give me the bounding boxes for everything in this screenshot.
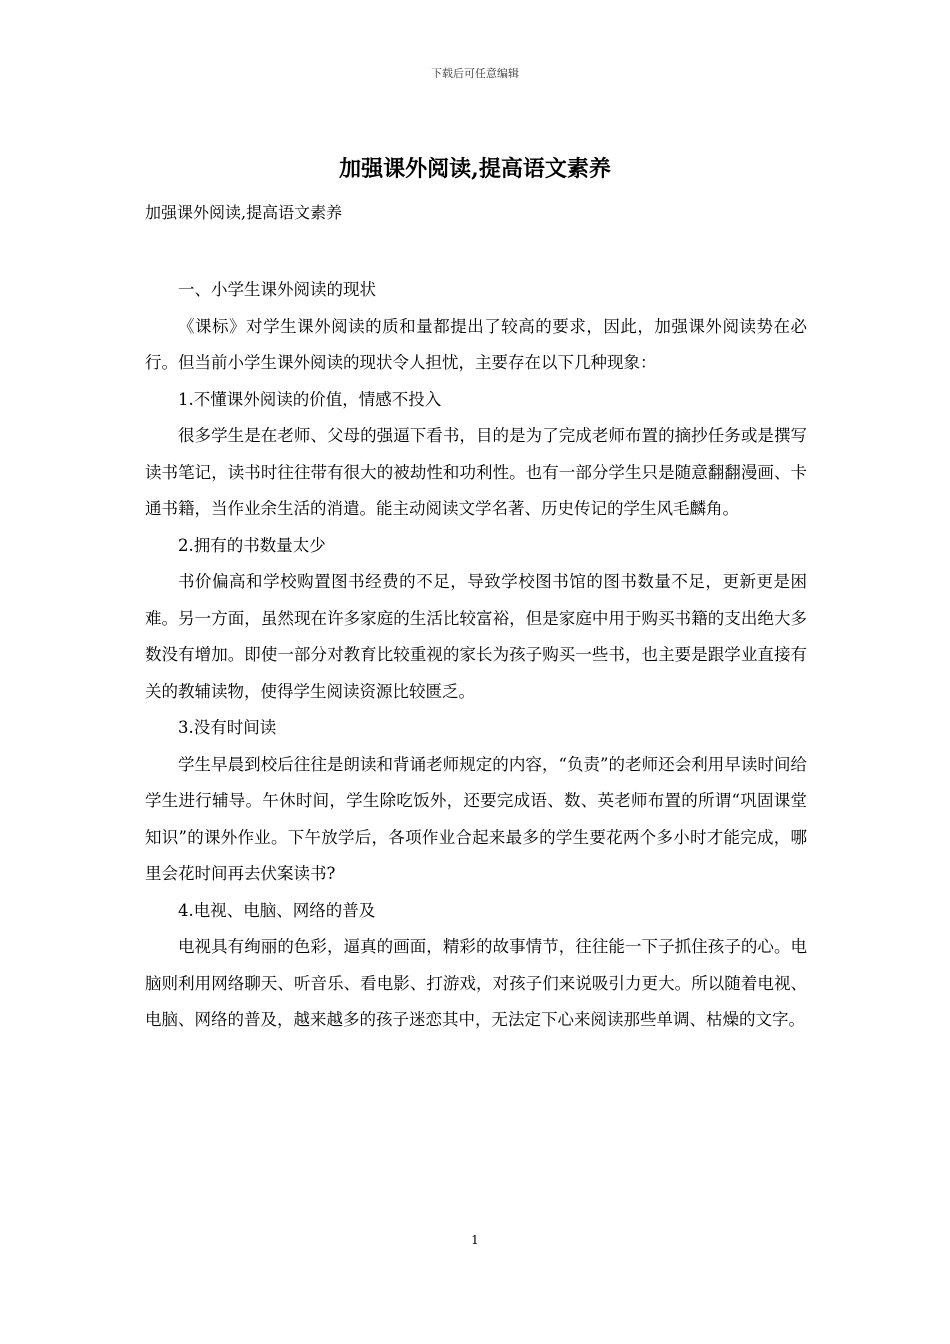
- document-subtitle: 加强课外阅读,提高语文素养: [145, 203, 343, 222]
- document-title: 加强课外阅读,提高语文素养: [339, 156, 611, 182]
- body-paragraph: 很多学生是在老师、父母的强逼下看书，目的是为了完成老师布置的摘抄任务或是撰写读书笔记，读书时往往带有很大的被劫性和功利性。也有一部分学生只是随意翻翻漫画、卡通书籍，当作业余生活的消遣。能主动阅读文学名著、历史传记的学生风毛麟角。: [145, 426, 807, 518]
- body-paragraph: 电视具有绚丽的色彩，逼真的画面，精彩的故事情节，往往能一下子抓住孩子的心。电脑则利用网络聊天、听音乐、看电影、打游戏，对孩子们来说吸引力更大。所以随着电视、电脑、网络的普及，越来越多的孩子迷恋其中，无法定下心来阅读那些单调、枯燥的文字。: [145, 937, 807, 1029]
- section-heading: 一、小学生课外阅读的现状: [178, 280, 376, 299]
- subsection-heading: 4.电视、电脑、网络的普及: [178, 900, 376, 920]
- page-number: 1: [471, 1233, 479, 1247]
- subsection-heading: 3.没有时间读: [178, 718, 277, 737]
- page-header-note: 下载后可任意编辑: [431, 67, 519, 80]
- body-paragraph: 《课标》对学生课外阅读的质和量都提出了较高的要求，因此，加强课外阅读势在必行。但当前小学生课外阅读的现状令人担忧，主要存在以下几种现象：: [145, 316, 807, 372]
- body-paragraph: 书价偏高和学校购置图书经费的不足，导致学校图书馆的图书数量不足，更新更是困难。另一方面，虽然现在许多家庭的生活比较富裕，但是家庭中用于购买书籍的支出绝大多数没有增加。即使一部分对教育比较重视的家长为孩子购买一些书，也主要是跟学业直接有关的教辅读物，使得学生阅读资源比较匮乏。: [145, 572, 807, 701]
- subsection-heading: 1.不懂课外阅读的价值，情感不投入: [178, 389, 442, 409]
- document-body: [145, 272, 807, 1039]
- body-paragraph: 学生早晨到校后往往是朗读和背诵老师规定的内容，“负责”的老师还会利用早读时间给学生进行辅导。午休时间，学生除吃饭外，还要完成语、数、英老师布置的所谓“巩固课堂知识”的课外作业。下午放学后，各项作业合起来最多的学生要花两个多小时才能完成，哪里会花时间再去伏案读书?: [145, 754, 807, 883]
- subsection-heading: 2.拥有的书数量太少: [178, 535, 326, 555]
